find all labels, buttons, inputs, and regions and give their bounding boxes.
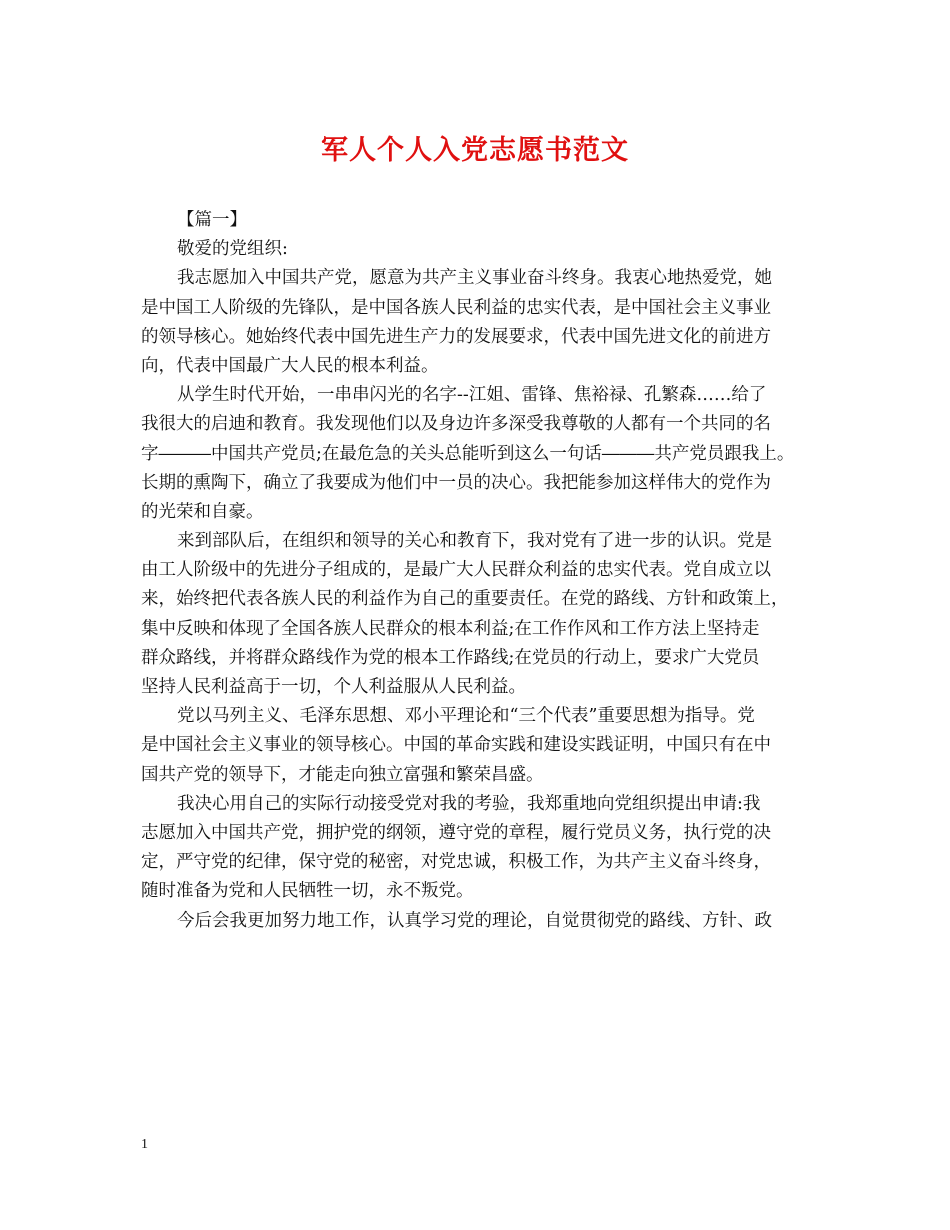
text-line: 今后会我更加努力地工作，认真学习党的理论，自觉贯彻党的路线、方针、政 (177, 910, 772, 931)
text-line: 向，代表中国最广大人民的根本利益。 (141, 355, 439, 376)
text-line: 字―――中国共产党员;在最危急的关头总能听到这么一句话―――共产党员跟我上。 (141, 443, 795, 464)
text-line: 我志愿加入中国共产党，愿意为共产主义事业奋斗终身。我衷心地热爱党，她 (177, 268, 772, 289)
text-line: 定，严守党的纪律，保守党的秘密，对党忠诚，积极工作，为共产主义奋斗终身， (141, 852, 771, 873)
document-body (141, 206, 813, 936)
text-line: 志愿加入中国共产党，拥护党的纲领，遵守党的章程，履行党员义务，执行党的决 (141, 822, 771, 843)
text-line: 从学生时代开始，一串串闪光的名字--江姐、雷锋、焦裕禄、孔繁森……给了 (177, 385, 767, 406)
text-line: 随时准备为党和人民牺牲一切，永不叛党。 (141, 881, 474, 902)
text-line: 是中国社会主义事业的领导核心。中国的革命实践和建设实践证明，中国只有在中 (141, 735, 771, 756)
salutation: 敬爱的党组织: (177, 239, 288, 260)
text-line: 坚持人民利益高于一切，个人利益服从人民利益。 (141, 677, 526, 697)
text-line: 党以马列主义、毛泽东思想、邓小平理论和“三个代表”重要思想为指导。党 (177, 706, 755, 727)
text-line: 来，始终把代表各族人民的利益作为自己的重要责任。在党的路线、方针和政策上， (141, 589, 789, 610)
text-line: 我决心用自己的实际行动接受党对我的考验，我郑重地向党组织提出申请:我 (177, 793, 761, 814)
section-heading: 【篇一】 (177, 210, 247, 230)
text-line: 国共产党的领导下，才能走向独立富强和繁荣昌盛。 (141, 764, 544, 785)
document-title: 军人个人入党志愿书范文 (321, 135, 629, 166)
text-line: 群众路线，并将群众路线作为党的根本工作路线;在党员的行动上，要求广大党员 (141, 647, 760, 668)
text-line: 是中国工人阶级的先锋队，是中国各族人民利益的忠实代表，是中国社会主义事业 (141, 297, 771, 318)
text-line: 我很大的启迪和教育。我发现他们以及身边许多深受我尊敬的人都有一个共同的名 (141, 414, 771, 435)
text-line: 由工人阶级中的先进分子组成的，是最广大人民群众利益的忠实代表。党自成立以 (141, 560, 771, 581)
text-line: 集中反映和体现了全国各族人民群众的根本利益;在工作作风和工作方法上坚持走 (141, 618, 760, 639)
page-number: 1 (141, 1137, 148, 1152)
text-line: 来到部队后，在组织和领导的关心和教育下，我对党有了进一步的认识。党是 (177, 531, 772, 552)
text-line: 长期的熏陶下，确立了我要成为他们中一员的决心。我把能参加这样伟大的党作为 (141, 472, 771, 493)
text-line: 的领导核心。她始终代表中国先进生产力的发展要求，代表中国先进文化的前进方 (141, 326, 771, 347)
text-line: 的光荣和自豪。 (141, 501, 264, 522)
